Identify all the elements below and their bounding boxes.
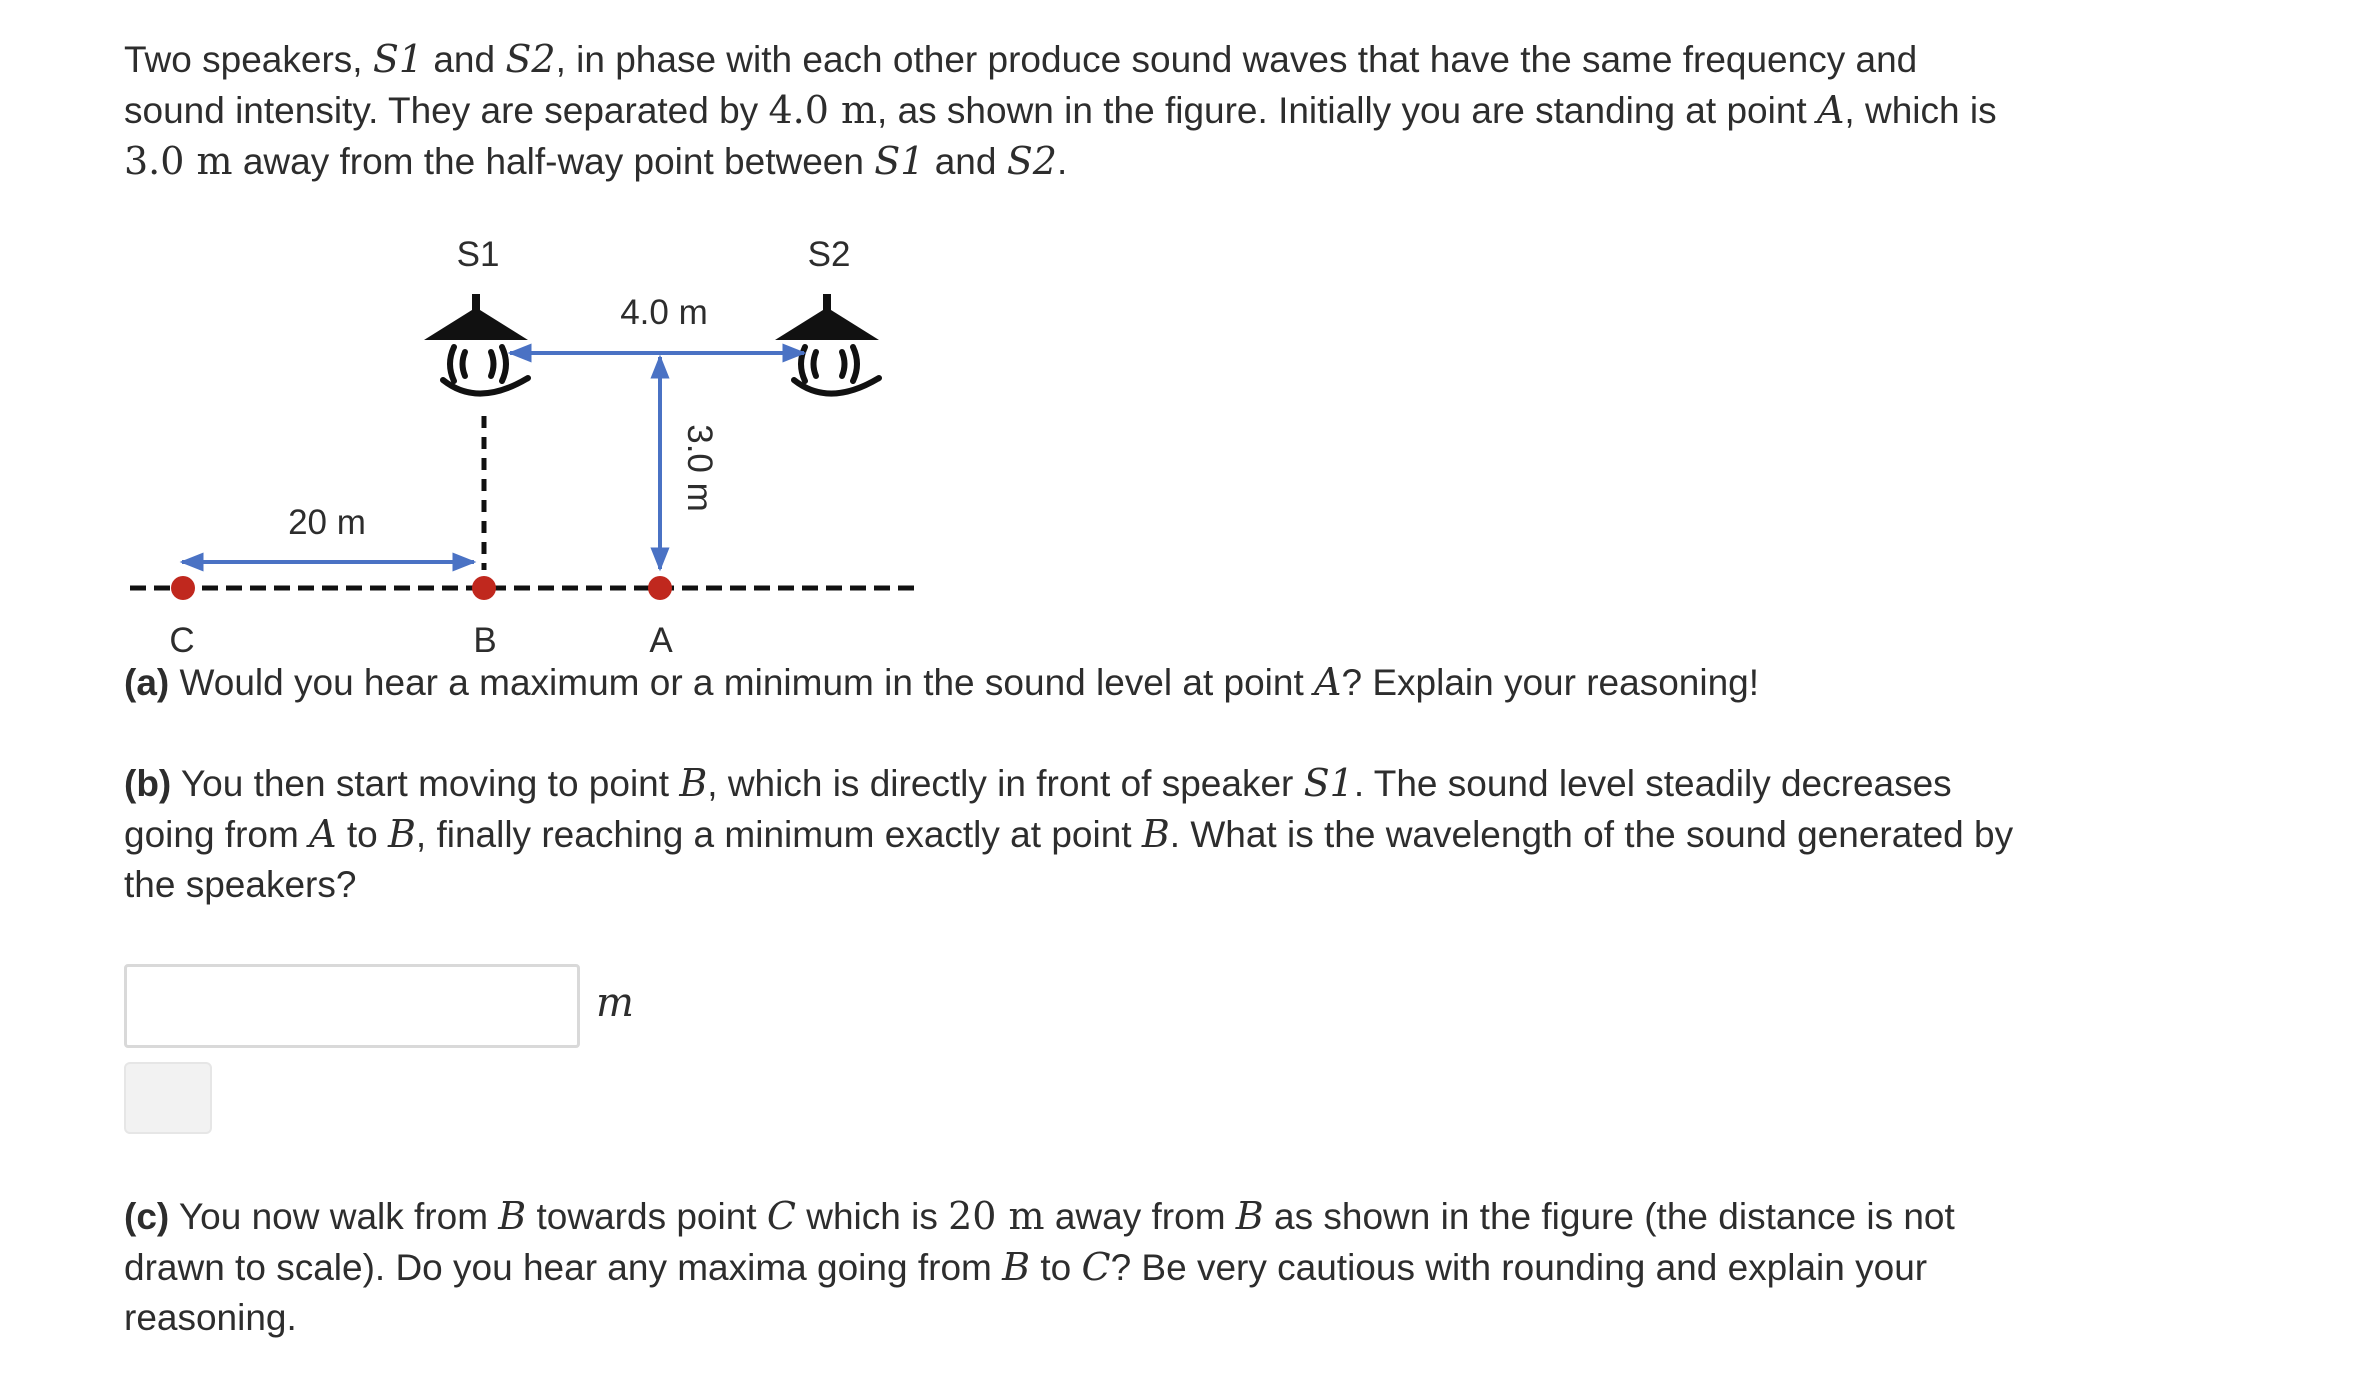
speaker-icon bbox=[424, 294, 528, 394]
point-a-marker bbox=[648, 576, 672, 600]
point-b-marker bbox=[472, 576, 496, 600]
question-text: to bbox=[336, 814, 388, 855]
answer-unit-label: m bbox=[596, 980, 634, 1026]
math-distance: 20 m bbox=[948, 1194, 1045, 1238]
speaker-diagram bbox=[0, 0, 1000, 670]
question-text: to bbox=[1030, 1247, 1082, 1288]
math-a: A bbox=[309, 812, 337, 856]
intro-text: away from the half-way point between bbox=[232, 141, 875, 182]
intro-text: , which is bbox=[1844, 90, 1997, 131]
math-s2: S2 bbox=[505, 37, 556, 81]
question-text: ? Be very cautious with rounding and explain your reasoning. bbox=[124, 1247, 1928, 1338]
math-b: B bbox=[679, 761, 708, 805]
math-b: B bbox=[1235, 1194, 1264, 1238]
speaker1-label: S1 bbox=[456, 235, 500, 274]
question-text: away from bbox=[1044, 1196, 1236, 1237]
question-letter: (c) bbox=[124, 1196, 170, 1237]
math-a: A bbox=[1314, 660, 1342, 704]
submit-answer-button[interactable] bbox=[124, 1062, 212, 1134]
question-text: ? Explain your reasoning! bbox=[1341, 662, 1760, 703]
intro-text: and bbox=[924, 141, 1007, 182]
question-text: as shown in the figure (the distance is not drawn to scale). Do you hear any maxima going from bbox=[124, 1196, 1955, 1288]
point-b-label: B bbox=[473, 621, 497, 660]
math-a: A bbox=[1816, 88, 1845, 132]
math-b: B bbox=[1002, 1245, 1031, 1289]
question-text: . What is the wavelength of the sound generated by the speakers? bbox=[124, 814, 2014, 905]
intro-text: . bbox=[1056, 141, 1068, 182]
math-s1: S1 bbox=[372, 37, 424, 81]
math-s1: S1 bbox=[874, 139, 925, 183]
speaker-icon bbox=[775, 294, 879, 394]
question-c bbox=[124, 1191, 2024, 1343]
wavelength-answer-input[interactable] bbox=[124, 964, 580, 1048]
math-b: B bbox=[498, 1194, 527, 1238]
question-text: , finally reaching a minimum exactly at point bbox=[415, 814, 1142, 855]
math-distance: 3.0 m bbox=[124, 139, 233, 183]
intro-text: , in phase with each other produce sound waves that have the same frequency and sound intensity. They are separated by bbox=[124, 39, 1918, 131]
question-letter: (a) bbox=[124, 662, 170, 703]
intro-text: Two speakers, bbox=[124, 39, 373, 80]
question-b bbox=[124, 758, 2024, 910]
point-c-label: C bbox=[169, 621, 195, 660]
question-text: , which is directly in front of speaker bbox=[707, 763, 1304, 804]
point-c-marker bbox=[171, 576, 195, 600]
question-text: . The sound level steadily decreases going from bbox=[124, 763, 1952, 855]
math-separation: 4.0 m bbox=[768, 88, 878, 132]
distance-label: 3.0 m bbox=[680, 424, 719, 512]
intro-text: , as shown in the figure. Initially you are standing at point bbox=[877, 90, 1817, 131]
math-b: B bbox=[387, 812, 416, 856]
question-letter: (b) bbox=[124, 763, 172, 804]
math-s2: S2 bbox=[1006, 139, 1057, 183]
question-text: Would you hear a maximum or a minimum in the sound level at point bbox=[169, 662, 1315, 703]
speaker2-label: S2 bbox=[807, 235, 851, 274]
separation-label: 4.0 m bbox=[620, 293, 708, 332]
point-a-label: A bbox=[649, 621, 673, 660]
question-text: You then start moving to point bbox=[171, 763, 680, 804]
bc-distance-label: 20 m bbox=[288, 503, 366, 542]
math-c: C bbox=[1081, 1245, 1111, 1289]
question-text: You now walk from bbox=[169, 1196, 499, 1237]
question-text: towards point bbox=[526, 1196, 767, 1237]
math-b: B bbox=[1141, 812, 1170, 856]
question-a bbox=[124, 657, 2024, 708]
math-c: C bbox=[766, 1194, 796, 1238]
math-s1: S1 bbox=[1303, 761, 1354, 805]
intro-text: and bbox=[423, 39, 506, 80]
question-text: which is bbox=[795, 1196, 949, 1237]
